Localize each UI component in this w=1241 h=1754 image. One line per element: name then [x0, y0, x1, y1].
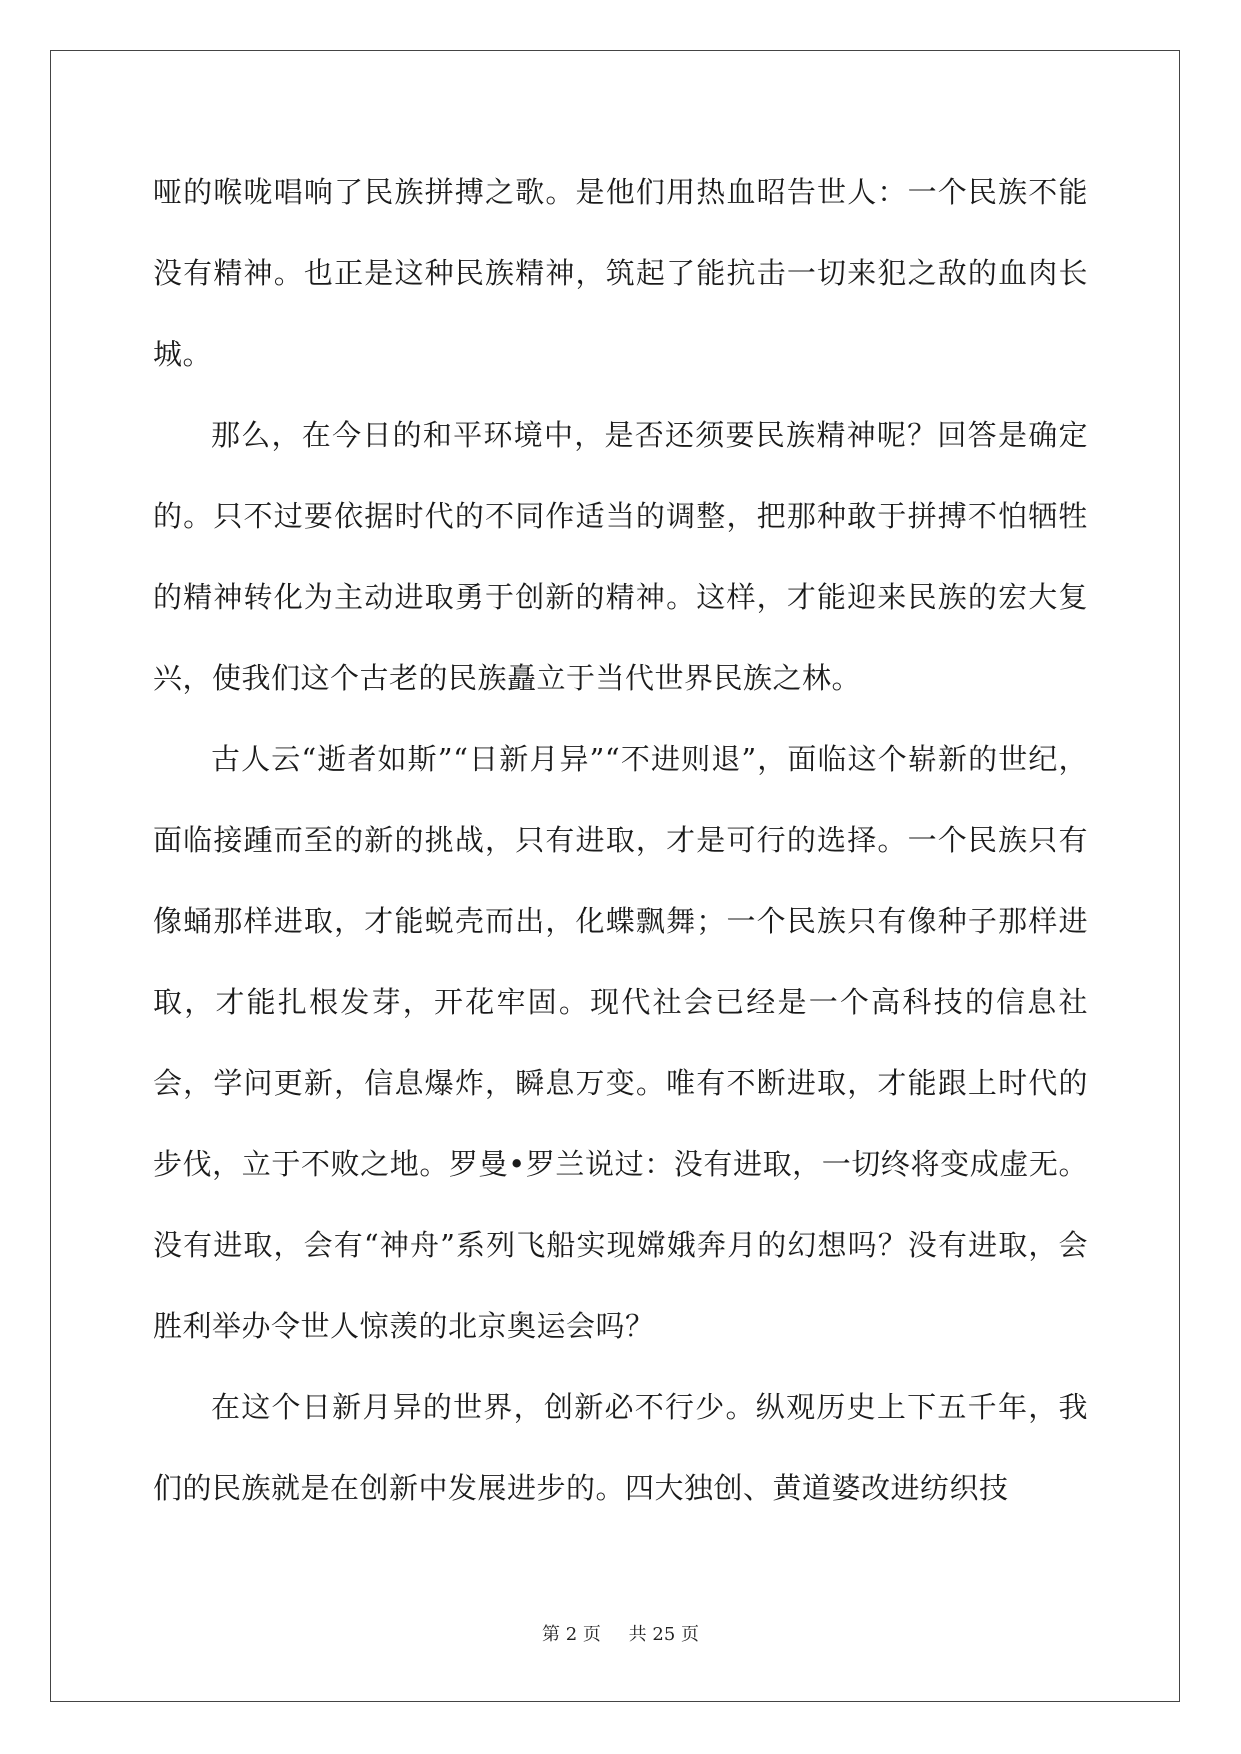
- paragraph-4: 在这个日新月异的世界，创新必不行少。纵观历史上下五千年，我们的民族就是在创新中发展进步的。四大独创、黄道婆改进纺织技: [153, 1390, 1088, 1505]
- document-body: [153, 152, 1088, 1529]
- page-footer: [0, 1620, 1241, 1646]
- page-number: 第 2 页: [542, 1624, 601, 1645]
- paragraph-3: 古人云“逝者如斯”“日新月异”“不进则退”，面临这个崭新的世纪，面临接踵而至的新的挑战，只有进取，才是可行的选择。一个民族只有像蛹那样进取，才能蜕壳而出，化蝶飘舞；一个民族只有像种子那样进取，才能扎根发芽，开花牢固。现代社会已经是一个高科技的信息社会，学问更新，信息爆炸，瞬息万变。唯有不断进取，才能跟上时代的步伐，立于不败之地。罗曼•罗兰说过：没有进取，一切终将变成虚无。没有进取，会有“神舟”系列飞船实现嫦娥奔月的幻想吗？没有进取，会胜利举办令世人惊羡的北京奥运会吗？: [153, 742, 1088, 1343]
- page-total: 共 25 页: [628, 1624, 699, 1645]
- paragraph-2: 那么，在今日的和平环境中，是否还须要民族精神呢？回答是确定的。只不过要依据时代的不同作适当的调整，把那种敢于拼搏不怕牺牲的精神转化为主动进取勇于创新的精神。这样，才能迎来民族的宏大复兴，使我们这个古老的民族矗立于当代世界民族之林。: [153, 418, 1088, 695]
- paragraph-1: 哑的喉咙唱响了民族拼搏之歌。是他们用热血昭告世人：一个民族不能没有精神。也正是这种民族精神，筑起了能抗击一切来犯之敌的血肉长城。: [153, 175, 1088, 371]
